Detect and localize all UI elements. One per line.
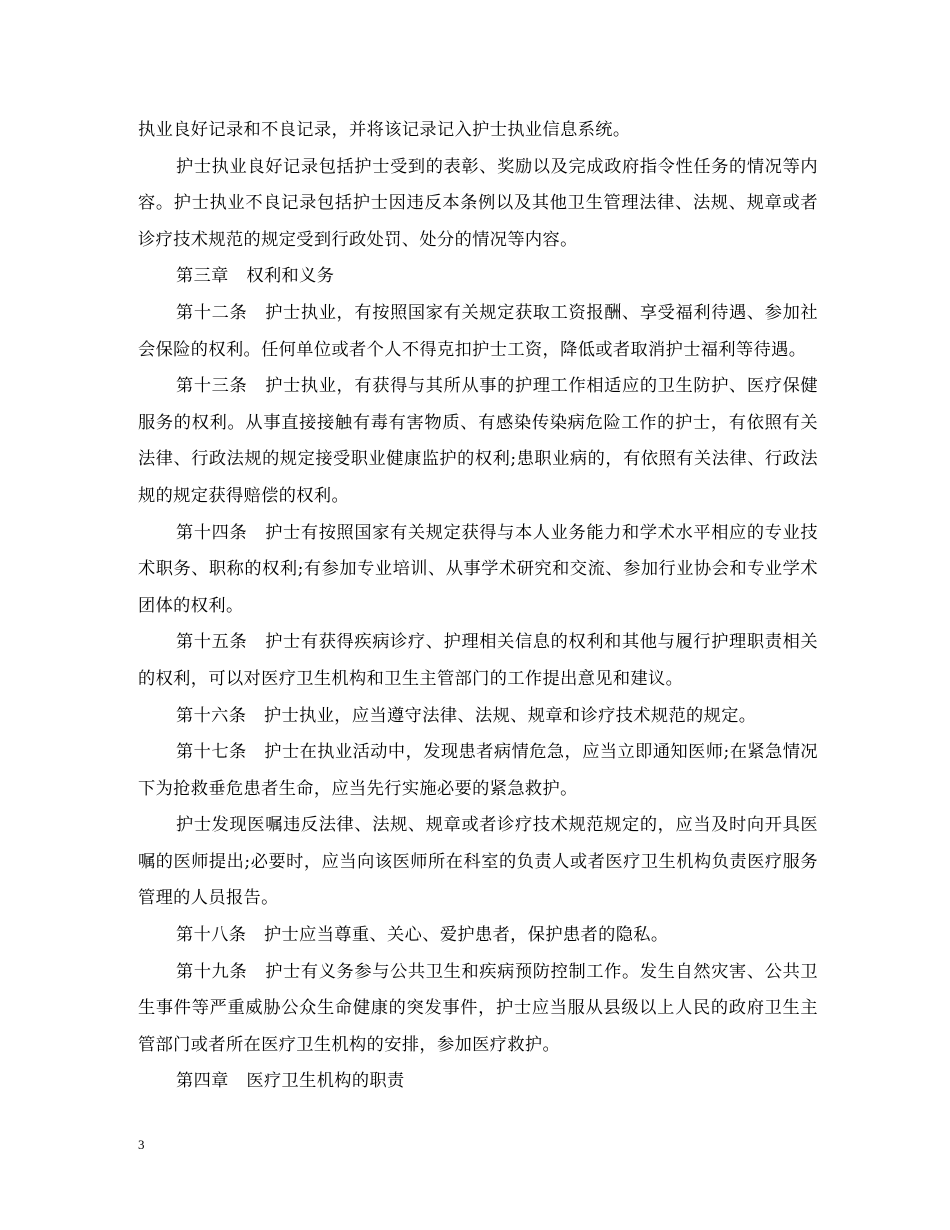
chapter-heading-rights-obligations: 第三章 权利和义务 — [176, 266, 335, 287]
paragraph-continuation: 执业良好记录和不良记录，并将该记录记入护士执业信息系统。 — [138, 120, 631, 140]
article-17-continued: 护士发现医嘱违反法律、法规、规章或者诊疗技术规范规定的，应当及时向开具医嘱的医师提出;必要时，应当向该医师所在科室的负责人或者医疗卫生机构负责医疗服务管理的人员报告。 — [138, 815, 818, 909]
article-16: 第十六条 护士执业，应当遵守法律、法规、规章和诊疗技术规范的规定。 — [176, 705, 757, 726]
article-13: 第十三条 护士执业，有获得与其所从事的护理工作相适应的卫生防护、医疗保健服务的权利。从事直接接触有毒有害物质、有感染传染病危险工作的护士，有依照有关法律、行政法规的规定接受职业健康监护的权利;患职业病的，有依照有关法律、行政法规的规定获得赔偿的权利。 — [138, 376, 818, 506]
article-12: 第十二条 护士执业，有按照国家有关规定获取工资报酬、享受福利待遇、参加社会保险的权利。任何单位或者个人不得克扣护士工资，降低或者取消护士福利等待遇。 — [138, 302, 818, 360]
chapter-heading-institution-duties: 第四章 医疗卫生机构的职责 — [176, 1071, 405, 1092]
paragraph-record-content: 护士执业良好记录包括护士受到的表彰、奖励以及完成政府指令性任务的情况等内容。护士执业不良记录包括护士因违反本条例以及其他卫生管理法律、法规、规章或者诊疗技术规范的规定受到行政处罚、处分的情况等内容。 — [138, 156, 818, 250]
article-19: 第十九条 护士有义务参与公共卫生和疾病预防控制工作。发生自然灾害、公共卫生事件等严重威胁公众生命健康的突发事件，护士应当服从县级以上人民的政府卫生主管部门或者所在医疗卫生机构的安排，参加医疗救护。 — [138, 961, 818, 1055]
article-18: 第十八条 护士应当尊重、关心、爱护患者，保护患者的隐私。 — [176, 925, 669, 946]
article-17: 第十七条 护士在执业活动中，发现患者病情危急，应当立即通知医师;在紧急情况下为抢救垂危患者生命，应当先行实施必要的紧急救护。 — [138, 742, 818, 799]
article-14: 第十四条 护士有按照国家有关规定获得与本人业务能力和学术水平相应的专业技术职务、职称的权利;有参加专业培训、从事学术研究和交流、参加行业协会和专业学术团体的权利。 — [138, 522, 818, 616]
article-15: 第十五条 护士有获得疾病诊疗、护理相关信息的权利和其他与履行护理职责相关的权利，可以对医疗卫生机构和卫生主管部门的工作提出意见和建议。 — [138, 632, 818, 689]
page-number: 3 — [138, 1137, 145, 1152]
document-body — [138, 112, 818, 1100]
